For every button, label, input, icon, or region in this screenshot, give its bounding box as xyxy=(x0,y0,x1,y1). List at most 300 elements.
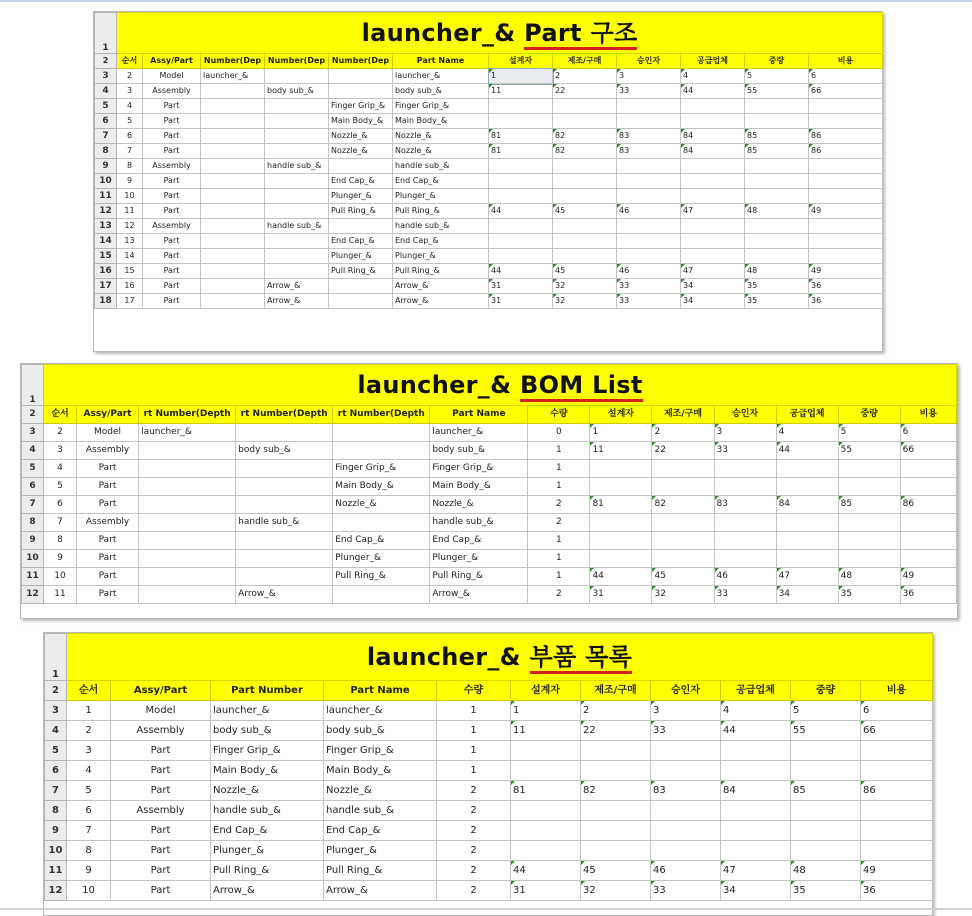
table-cell[interactable]: launcher_& xyxy=(139,424,236,442)
table-cell[interactable] xyxy=(201,234,265,249)
table-cell[interactable] xyxy=(553,249,617,264)
table-cell[interactable]: 35 xyxy=(745,294,809,309)
table-cell[interactable]: Plunger_& xyxy=(324,841,437,861)
table-cell[interactable]: handle sub_& xyxy=(211,801,324,821)
table-cell[interactable] xyxy=(489,174,553,189)
table-cell[interactable] xyxy=(714,514,776,532)
table-cell[interactable] xyxy=(139,442,236,460)
table-cell[interactable]: 36 xyxy=(809,279,883,294)
table-cell[interactable] xyxy=(201,249,265,264)
table-cell[interactable]: 32 xyxy=(553,294,617,309)
table-cell[interactable] xyxy=(651,841,721,861)
table-cell[interactable]: 48 xyxy=(791,861,861,881)
table-cell[interactable]: End Cap_& xyxy=(430,532,528,550)
table-cell[interactable] xyxy=(265,69,329,84)
table-cell[interactable]: Arrow_& xyxy=(265,294,329,309)
table-cell[interactable]: Main Body_& xyxy=(324,761,437,781)
table-cell[interactable]: Part xyxy=(77,550,139,568)
table-cell[interactable]: 10 xyxy=(117,189,143,204)
column-header[interactable]: rt Number(Depth xyxy=(333,406,430,424)
table-cell[interactable]: Part xyxy=(77,460,139,478)
table-cell[interactable] xyxy=(236,550,333,568)
table-cell[interactable]: Arrow_& xyxy=(324,881,437,901)
table-cell[interactable] xyxy=(139,514,236,532)
table-cell[interactable]: 6 xyxy=(44,496,77,514)
table-cell[interactable]: Part xyxy=(77,478,139,496)
table-cell[interactable]: Part xyxy=(111,841,211,861)
table-cell[interactable]: 4 xyxy=(681,69,745,84)
table-cell[interactable]: 7 xyxy=(44,514,77,532)
table-cell[interactable] xyxy=(333,442,430,460)
table-cell[interactable]: Finger Grip_& xyxy=(393,99,489,114)
table-cell[interactable]: launcher_& xyxy=(201,69,265,84)
table-cell[interactable]: Part xyxy=(111,821,211,841)
table-cell[interactable]: Part xyxy=(111,881,211,901)
table-cell[interactable]: Main Body_& xyxy=(393,114,489,129)
table-cell[interactable]: 33 xyxy=(617,84,681,99)
table-cell[interactable] xyxy=(201,129,265,144)
table-cell[interactable]: Part xyxy=(143,234,201,249)
table-cell[interactable]: Pull Ring_& xyxy=(393,204,489,219)
table-cell[interactable] xyxy=(590,478,652,496)
table-cell[interactable]: 82 xyxy=(553,129,617,144)
table-cell[interactable] xyxy=(590,514,652,532)
table-cell[interactable]: 46 xyxy=(617,204,681,219)
table-cell[interactable] xyxy=(900,460,956,478)
column-header[interactable]: 제조/구매 xyxy=(581,681,651,701)
table-cell[interactable] xyxy=(652,514,714,532)
table-cell[interactable]: Plunger_& xyxy=(329,249,393,264)
table-cell[interactable]: Finger Grip_& xyxy=(329,99,393,114)
table-cell[interactable] xyxy=(721,741,791,761)
column-header[interactable]: 설계자 xyxy=(590,406,652,424)
table-cell[interactable]: Arrow_& xyxy=(211,881,324,901)
table-cell[interactable]: 7 xyxy=(67,821,111,841)
table-cell[interactable]: Nozzle_& xyxy=(324,781,437,801)
table-cell[interactable] xyxy=(265,204,329,219)
table-cell[interactable]: Pull Ring_& xyxy=(329,264,393,279)
table-cell[interactable]: 17 xyxy=(117,294,143,309)
table-cell[interactable]: 1 xyxy=(528,442,590,460)
table-cell[interactable] xyxy=(489,189,553,204)
table-cell[interactable] xyxy=(838,550,900,568)
table-cell[interactable]: 32 xyxy=(581,881,651,901)
table-cell[interactable]: 55 xyxy=(745,84,809,99)
table-cell[interactable]: 34 xyxy=(776,586,838,604)
table-cell[interactable]: handle sub_& xyxy=(265,159,329,174)
table-cell[interactable]: 48 xyxy=(745,264,809,279)
table-cell[interactable]: End Cap_& xyxy=(333,532,430,550)
table-cell[interactable] xyxy=(714,478,776,496)
table-cell[interactable]: 16 xyxy=(117,279,143,294)
table-cell[interactable] xyxy=(265,249,329,264)
table-cell[interactable]: End Cap_& xyxy=(329,174,393,189)
table-cell[interactable]: 3 xyxy=(44,442,77,460)
table-cell[interactable]: launcher_& xyxy=(393,69,489,84)
column-header[interactable]: 비용 xyxy=(861,681,933,701)
table-cell[interactable]: 86 xyxy=(809,144,883,159)
table-cell[interactable] xyxy=(201,204,265,219)
table-cell[interactable]: End Cap_& xyxy=(393,174,489,189)
table-cell[interactable] xyxy=(511,801,581,821)
table-cell[interactable]: 1 xyxy=(437,701,511,721)
table-cell[interactable]: 4 xyxy=(776,424,838,442)
table-cell[interactable]: handle sub_& xyxy=(265,219,329,234)
column-header[interactable]: Number(Dep xyxy=(265,54,329,69)
table-cell[interactable] xyxy=(489,219,553,234)
table-cell[interactable]: 82 xyxy=(581,781,651,801)
table-cell[interactable]: 8 xyxy=(117,159,143,174)
table-cell[interactable]: 32 xyxy=(553,279,617,294)
table-cell[interactable]: body sub_& xyxy=(393,84,489,99)
table-cell[interactable]: End Cap_& xyxy=(329,234,393,249)
table-cell[interactable]: Assembly xyxy=(111,721,211,741)
table-cell[interactable] xyxy=(511,841,581,861)
column-header[interactable]: rt Number(Depth xyxy=(139,406,236,424)
table-cell[interactable]: 14 xyxy=(117,249,143,264)
table-cell[interactable] xyxy=(139,532,236,550)
table-cell[interactable] xyxy=(333,424,430,442)
table-cell[interactable] xyxy=(714,550,776,568)
table-cell[interactable]: 2 xyxy=(437,801,511,821)
table-cell[interactable] xyxy=(265,114,329,129)
table-cell[interactable] xyxy=(553,174,617,189)
table-cell[interactable] xyxy=(553,99,617,114)
table-cell[interactable] xyxy=(236,496,333,514)
table-cell[interactable] xyxy=(721,761,791,781)
table-cell[interactable]: 2 xyxy=(528,586,590,604)
table-cell[interactable]: 35 xyxy=(838,586,900,604)
table-cell[interactable]: Plunger_& xyxy=(333,550,430,568)
table-cell[interactable]: 5 xyxy=(117,114,143,129)
table-cell[interactable]: 1 xyxy=(437,761,511,781)
table-cell[interactable] xyxy=(333,586,430,604)
table-cell[interactable]: 46 xyxy=(651,861,721,881)
table-cell[interactable]: 4 xyxy=(67,761,111,781)
table-cell[interactable] xyxy=(776,478,838,496)
table-cell[interactable] xyxy=(809,114,883,129)
column-header[interactable]: 수량 xyxy=(528,406,590,424)
table-cell[interactable]: 31 xyxy=(511,881,581,901)
table-cell[interactable] xyxy=(745,174,809,189)
table-cell[interactable] xyxy=(745,249,809,264)
table-cell[interactable]: 81 xyxy=(511,781,581,801)
table-cell[interactable]: Nozzle_& xyxy=(393,129,489,144)
table-cell[interactable]: 31 xyxy=(489,294,553,309)
table-cell[interactable]: 84 xyxy=(681,144,745,159)
table-cell[interactable]: End Cap_& xyxy=(211,821,324,841)
column-header[interactable]: Part Name xyxy=(430,406,528,424)
table-cell[interactable]: 22 xyxy=(553,84,617,99)
table-cell[interactable]: Nozzle_& xyxy=(329,129,393,144)
table-cell[interactable] xyxy=(651,761,721,781)
table-cell[interactable] xyxy=(511,821,581,841)
table-cell[interactable]: 85 xyxy=(745,129,809,144)
table-cell[interactable] xyxy=(201,279,265,294)
table-cell[interactable]: 45 xyxy=(652,568,714,586)
table-cell[interactable] xyxy=(681,234,745,249)
table-cell[interactable]: Model xyxy=(143,69,201,84)
table-cell[interactable] xyxy=(651,821,721,841)
table-cell[interactable]: Assembly xyxy=(143,219,201,234)
table-cell[interactable]: handle sub_& xyxy=(393,219,489,234)
table-cell[interactable]: Pull Ring_& xyxy=(393,264,489,279)
table-cell[interactable]: 81 xyxy=(489,129,553,144)
table-cell[interactable]: 2 xyxy=(528,496,590,514)
table-cell[interactable]: 49 xyxy=(861,861,933,881)
table-cell[interactable]: Part xyxy=(111,861,211,881)
table-cell[interactable] xyxy=(791,821,861,841)
table-cell[interactable]: Part xyxy=(77,586,139,604)
table-cell[interactable]: 1 xyxy=(437,721,511,741)
table-cell[interactable] xyxy=(139,496,236,514)
table-cell[interactable]: Part xyxy=(111,781,211,801)
table-cell[interactable]: 5 xyxy=(791,701,861,721)
table-cell[interactable]: body sub_& xyxy=(265,84,329,99)
table-cell[interactable]: Pull Ring_& xyxy=(324,861,437,881)
table-cell[interactable]: 3 xyxy=(714,424,776,442)
table-cell[interactable] xyxy=(652,550,714,568)
table-cell[interactable]: Nozzle_& xyxy=(329,144,393,159)
table-cell[interactable] xyxy=(329,84,393,99)
table-cell[interactable] xyxy=(652,478,714,496)
table-cell[interactable] xyxy=(681,114,745,129)
table-cell[interactable]: 2 xyxy=(437,821,511,841)
table-cell[interactable]: Nozzle_& xyxy=(333,496,430,514)
table-cell[interactable] xyxy=(681,219,745,234)
table-cell[interactable]: 44 xyxy=(489,264,553,279)
table-cell[interactable]: Part xyxy=(77,532,139,550)
table-cell[interactable]: 22 xyxy=(652,442,714,460)
column-header[interactable]: 제조/구매 xyxy=(652,406,714,424)
table-cell[interactable] xyxy=(553,159,617,174)
table-cell[interactable]: 86 xyxy=(900,496,956,514)
table-cell[interactable]: Main Body_& xyxy=(329,114,393,129)
table-cell[interactable] xyxy=(809,249,883,264)
table-cell[interactable]: 45 xyxy=(553,264,617,279)
table-cell[interactable]: 2 xyxy=(44,424,77,442)
table-cell[interactable] xyxy=(776,532,838,550)
table-cell[interactable]: 34 xyxy=(681,294,745,309)
table-cell[interactable] xyxy=(590,532,652,550)
table-cell[interactable] xyxy=(333,514,430,532)
table-cell[interactable] xyxy=(489,114,553,129)
table-cell[interactable]: 84 xyxy=(681,129,745,144)
table-cell[interactable]: 81 xyxy=(590,496,652,514)
table-cell[interactable]: Arrow_& xyxy=(393,294,489,309)
table-cell[interactable] xyxy=(329,279,393,294)
table-cell[interactable] xyxy=(581,761,651,781)
table-cell[interactable]: 33 xyxy=(714,442,776,460)
table-cell[interactable] xyxy=(681,249,745,264)
table-cell[interactable]: Plunger_& xyxy=(211,841,324,861)
table-cell[interactable]: 10 xyxy=(44,568,77,586)
column-header[interactable]: 순서 xyxy=(117,54,143,69)
table-cell[interactable]: 3 xyxy=(651,701,721,721)
table-cell[interactable]: 33 xyxy=(651,721,721,741)
table-cell[interactable] xyxy=(681,189,745,204)
table-cell[interactable]: Part xyxy=(143,294,201,309)
table-cell[interactable]: 33 xyxy=(617,279,681,294)
table-cell[interactable] xyxy=(201,219,265,234)
table-cell[interactable]: 84 xyxy=(721,781,791,801)
table-cell[interactable]: 44 xyxy=(511,861,581,881)
column-header[interactable]: Assy/Part xyxy=(111,681,211,701)
table-cell[interactable]: Finger Grip_& xyxy=(333,460,430,478)
table-cell[interactable] xyxy=(681,174,745,189)
table-cell[interactable] xyxy=(745,219,809,234)
table-cell[interactable] xyxy=(745,99,809,114)
table-cell[interactable]: 0 xyxy=(528,424,590,442)
table-cell[interactable] xyxy=(329,159,393,174)
table-cell[interactable]: 85 xyxy=(838,496,900,514)
table-cell[interactable] xyxy=(201,159,265,174)
table-cell[interactable] xyxy=(590,460,652,478)
table-cell[interactable]: Finger Grip_& xyxy=(324,741,437,761)
table-cell[interactable]: Arrow_& xyxy=(393,279,489,294)
table-cell[interactable] xyxy=(139,550,236,568)
table-cell[interactable]: 1 xyxy=(437,741,511,761)
table-cell[interactable]: 47 xyxy=(721,861,791,881)
table-cell[interactable]: 49 xyxy=(809,264,883,279)
table-cell[interactable]: launcher_& xyxy=(211,701,324,721)
table-cell[interactable] xyxy=(617,219,681,234)
table-cell[interactable]: Plunger_& xyxy=(329,189,393,204)
table-cell[interactable]: 44 xyxy=(489,204,553,219)
table-cell[interactable]: 3 xyxy=(617,69,681,84)
table-cell[interactable] xyxy=(617,99,681,114)
table-cell[interactable]: 11 xyxy=(489,84,553,99)
column-header[interactable]: 승인자 xyxy=(651,681,721,701)
table-cell[interactable]: 3 xyxy=(117,84,143,99)
table-cell[interactable]: Part xyxy=(143,99,201,114)
column-header[interactable]: Number(Dep xyxy=(329,54,393,69)
table-cell[interactable]: 44 xyxy=(721,721,791,741)
table-cell[interactable]: Pull Ring_& xyxy=(211,861,324,881)
table-cell[interactable] xyxy=(201,144,265,159)
table-cell[interactable]: handle sub_& xyxy=(324,801,437,821)
table-cell[interactable] xyxy=(617,249,681,264)
table-cell[interactable]: 35 xyxy=(791,881,861,901)
table-cell[interactable]: Part xyxy=(143,174,201,189)
table-cell[interactable]: 46 xyxy=(617,264,681,279)
table-cell[interactable] xyxy=(809,174,883,189)
table-cell[interactable] xyxy=(489,159,553,174)
table-cell[interactable] xyxy=(489,99,553,114)
table-cell[interactable] xyxy=(590,550,652,568)
table-cell[interactable] xyxy=(553,234,617,249)
table-cell[interactable] xyxy=(721,801,791,821)
table-cell[interactable] xyxy=(652,460,714,478)
table-cell[interactable]: Part xyxy=(77,496,139,514)
table-cell[interactable]: 11 xyxy=(44,586,77,604)
table-cell[interactable]: 45 xyxy=(553,204,617,219)
table-cell[interactable]: 49 xyxy=(809,204,883,219)
column-header[interactable]: 공급업체 xyxy=(776,406,838,424)
table-cell[interactable]: 44 xyxy=(681,84,745,99)
table-cell[interactable]: 86 xyxy=(861,781,933,801)
table-cell[interactable]: Part xyxy=(143,114,201,129)
table-cell[interactable]: Assembly xyxy=(77,514,139,532)
table-cell[interactable]: 2 xyxy=(117,69,143,84)
table-cell[interactable]: 6 xyxy=(861,701,933,721)
table-cell[interactable] xyxy=(721,821,791,841)
table-cell[interactable] xyxy=(900,514,956,532)
table-cell[interactable] xyxy=(838,532,900,550)
table-cell[interactable] xyxy=(900,532,956,550)
table-cell[interactable] xyxy=(838,460,900,478)
table-cell[interactable] xyxy=(681,159,745,174)
table-cell[interactable]: Part xyxy=(143,189,201,204)
table-cell[interactable] xyxy=(809,234,883,249)
column-header[interactable]: 제조/구매 xyxy=(553,54,617,69)
column-header[interactable]: 순서 xyxy=(44,406,77,424)
table-cell[interactable] xyxy=(553,114,617,129)
table-cell[interactable] xyxy=(236,460,333,478)
table-cell[interactable]: Assembly xyxy=(143,159,201,174)
table-cell[interactable] xyxy=(553,189,617,204)
table-cell[interactable]: 1 xyxy=(489,69,553,84)
table-cell[interactable] xyxy=(236,478,333,496)
table-cell[interactable]: Plunger_& xyxy=(393,249,489,264)
table-cell[interactable]: 85 xyxy=(791,781,861,801)
table-cell[interactable]: Part xyxy=(111,741,211,761)
table-cell[interactable]: 7 xyxy=(117,144,143,159)
table-cell[interactable]: 83 xyxy=(714,496,776,514)
table-cell[interactable]: 8 xyxy=(67,841,111,861)
table-cell[interactable] xyxy=(652,532,714,550)
table-cell[interactable] xyxy=(861,841,933,861)
table-cell[interactable]: 82 xyxy=(652,496,714,514)
table-cell[interactable] xyxy=(581,821,651,841)
table-cell[interactable]: Model xyxy=(111,701,211,721)
table-cell[interactable] xyxy=(489,234,553,249)
table-cell[interactable] xyxy=(745,234,809,249)
table-cell[interactable]: 4 xyxy=(721,701,791,721)
table-cell[interactable] xyxy=(651,801,721,821)
table-cell[interactable] xyxy=(776,514,838,532)
column-header[interactable]: Part Name xyxy=(393,54,489,69)
table-cell[interactable]: 2 xyxy=(652,424,714,442)
table-cell[interactable]: Main Body_& xyxy=(211,761,324,781)
table-cell[interactable] xyxy=(721,841,791,861)
table-cell[interactable]: 35 xyxy=(745,279,809,294)
table-cell[interactable]: 6 xyxy=(900,424,956,442)
table-cell[interactable]: body sub_& xyxy=(430,442,528,460)
table-cell[interactable]: End Cap_& xyxy=(324,821,437,841)
table-cell[interactable]: 9 xyxy=(67,861,111,881)
table-cell[interactable]: 11 xyxy=(590,442,652,460)
table-cell[interactable]: 47 xyxy=(681,204,745,219)
column-header[interactable]: 공급업체 xyxy=(681,54,745,69)
table-cell[interactable]: Arrow_& xyxy=(236,586,333,604)
table-cell[interactable]: 6 xyxy=(67,801,111,821)
table-cell[interactable] xyxy=(581,741,651,761)
column-header[interactable]: Part Number xyxy=(211,681,324,701)
table-cell[interactable]: 82 xyxy=(553,144,617,159)
table-cell[interactable]: 6 xyxy=(117,129,143,144)
table-cell[interactable]: 2 xyxy=(67,721,111,741)
table-cell[interactable] xyxy=(861,821,933,841)
column-header[interactable]: 중량 xyxy=(838,406,900,424)
table-cell[interactable]: Nozzle_& xyxy=(211,781,324,801)
table-cell[interactable] xyxy=(201,294,265,309)
table-cell[interactable] xyxy=(236,532,333,550)
table-cell[interactable] xyxy=(651,741,721,761)
table-cell[interactable] xyxy=(201,174,265,189)
table-cell[interactable]: Part xyxy=(111,761,211,781)
table-cell[interactable]: 22 xyxy=(581,721,651,741)
